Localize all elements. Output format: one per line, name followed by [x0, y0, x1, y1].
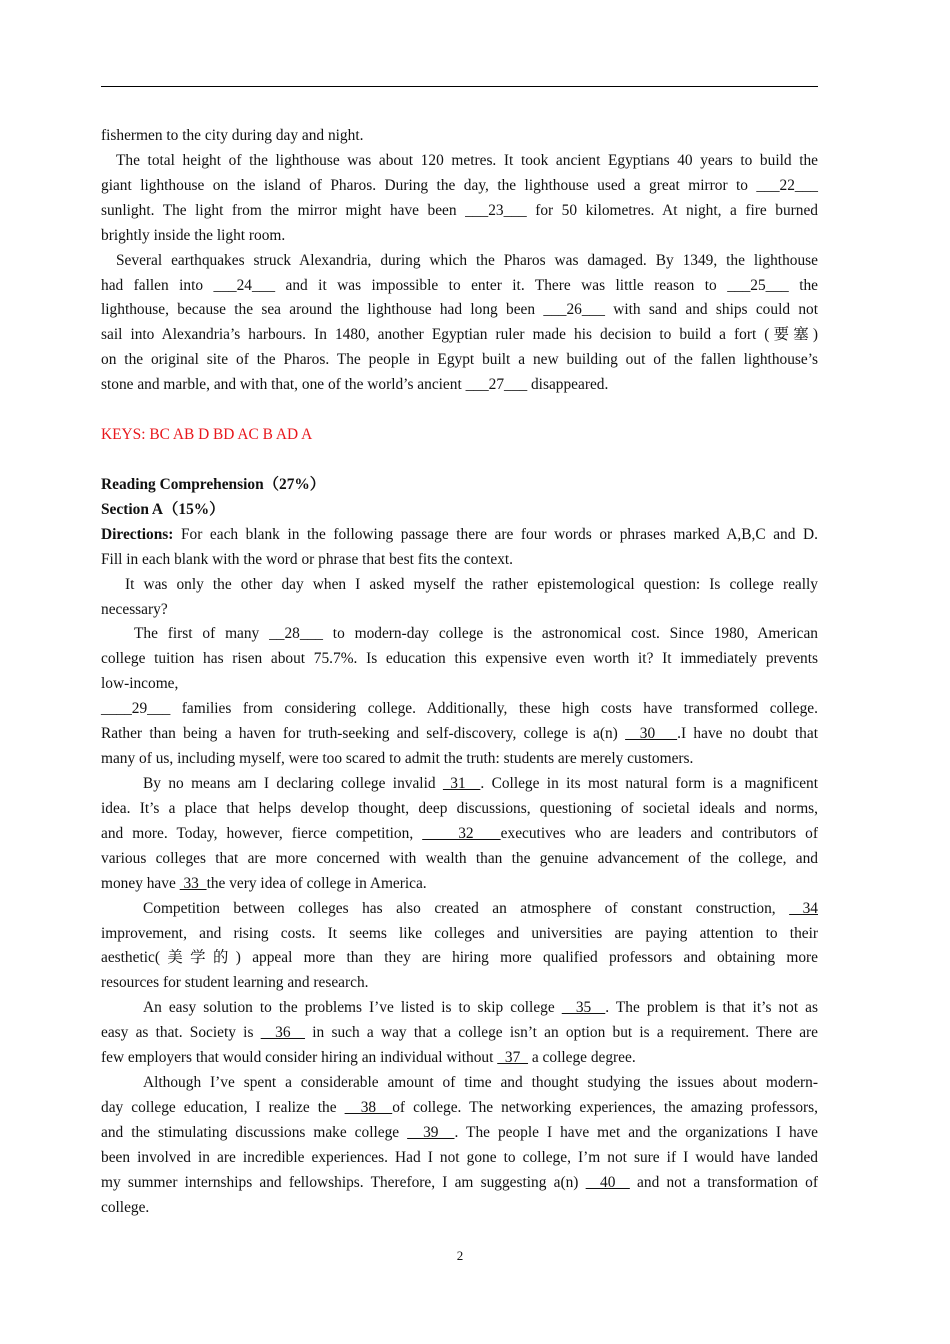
directions [101, 523, 818, 548]
text-line [101, 249, 818, 274]
text-segment: of college. The networking experiences, the amazing professors, [392, 1098, 819, 1116]
text-line [101, 224, 818, 249]
answer-blank: 33 [179, 874, 207, 892]
text-line [101, 647, 818, 672]
text-segment: sunlight. The light from the mirror might have been ___23___ for 50 kilometres. At night, a fire burned [101, 201, 818, 219]
text-line [101, 822, 818, 847]
text-segment: brightly inside the light room. [101, 226, 286, 244]
text-line [101, 772, 818, 797]
text-segment: An easy solution to the problems I’ve listed is to skip college [143, 999, 562, 1017]
page-number: 2 [456, 1248, 464, 1263]
text-segment: For each blank in the following passage there are four words or phrases marked A,B,C and D. [173, 525, 818, 543]
text-segment: and not a transformation of [629, 1173, 819, 1191]
text-line [101, 672, 818, 697]
text-segment: many of us, including myself, were too scared to admit the truth: students are merely customers. [101, 750, 694, 768]
text-segment: been involved in are incredible experiences. Had I not gone to college, I’m not sure if I would have landed [101, 1148, 818, 1166]
text-line [101, 323, 818, 348]
text-segment: a college degree. [528, 1049, 636, 1067]
answer-blank: 30 [625, 725, 678, 743]
text-segment: KEYS: BC AB D BD AC B AD A [101, 426, 313, 444]
text-line [101, 373, 818, 398]
text-segment: Section A（15%） [101, 500, 225, 518]
text-line [101, 1171, 818, 1196]
text-line [101, 573, 818, 598]
text-line [101, 199, 818, 224]
text-segment: Competition between colleges has also created an atmosphere of constant construction, [143, 899, 790, 917]
text-segment: few employers that would consider hiring an individual without [101, 1049, 498, 1067]
text-segment: ____29___ families from considering college. Additionally, these high costs have transformed college. [101, 700, 818, 718]
text-line [101, 174, 818, 199]
text-segment: resources for student learning and research. [101, 974, 369, 992]
text-line [101, 622, 818, 647]
text-line [101, 747, 818, 772]
blank-line [101, 398, 818, 423]
text-line [101, 124, 818, 149]
text-line [101, 897, 818, 922]
text-segment: and the stimulating discussions make college [101, 1123, 408, 1141]
text-segment: fishermen to the city during day and night. [101, 127, 364, 144]
text-segment: college. [101, 1198, 150, 1216]
text-line [101, 797, 818, 822]
text-line [101, 697, 818, 722]
text-segment: .I have no doubt that [677, 725, 818, 743]
text-segment: Although I’ve spent a considerable amount of time and thought studying the issues about modern- [143, 1074, 818, 1092]
text-segment: and more. Today, however, fierce competition, [101, 824, 423, 842]
text-segment: Rather than being a haven for truth-seeking and self-discovery, college is a(n) [101, 725, 626, 743]
answer-blank: 31 [442, 774, 481, 792]
text-line [101, 1046, 818, 1071]
text-segment: necessary? [101, 600, 168, 618]
text-segment: college tuition has risen about 75.7%. Is education this expensive even worth it? It immediately prevents [101, 650, 818, 668]
text-line [101, 722, 818, 747]
section-heading [101, 473, 818, 498]
answer-blank: 38 [344, 1098, 393, 1116]
text-line [101, 149, 818, 174]
blank-line [101, 448, 818, 473]
text-segment: sail into Alexandria’s harbours. In 1480, another Egyptian ruler made his decision to build a fort (要塞) [101, 326, 818, 344]
directions-label: Directions: [101, 525, 174, 543]
text-segment: had fallen into ___24___ and it was impossible to enter it. There was little reason to ___25___ the [101, 276, 818, 294]
answer-blank: 39 [407, 1123, 455, 1141]
text-segment: my summer internships and fellowships. Therefore, I am suggesting a(n) [101, 1173, 586, 1191]
text-segment: money have [101, 874, 180, 892]
text-segment: stone and marble, and with that, one of the world’s ancient ___27___ disappeared. [101, 376, 609, 394]
text-segment: in such a way that a college isn’t an option but is a requirement. There are [305, 1024, 819, 1042]
text-segment: improvement, and rising costs. It seems like colleges and universities are paying attention to their [101, 924, 818, 942]
answer-blank: 40 [585, 1173, 630, 1191]
text-line [101, 847, 818, 872]
text-segment: Several earthquakes struck Alexandria, during which the Pharos was damaged. By 1349, the lighthouse [116, 251, 818, 269]
subsection-heading [101, 498, 818, 523]
answer-blank: 37 [497, 1049, 529, 1067]
text-segment: day college education, I realize the [101, 1098, 345, 1116]
text-line [101, 922, 818, 947]
document-body [101, 124, 818, 1221]
text-line [101, 548, 818, 573]
text-segment: on the original site of the Pharos. The people in Egypt built a new building out of the fallen lighthouse’s [101, 351, 818, 369]
text-line [101, 598, 818, 623]
answer-blank: 36 [260, 1024, 306, 1042]
text-line [101, 1071, 818, 1096]
text-line [101, 274, 818, 299]
text-segment: It was only the other day when I asked myself the rather epistemological question: Is college really [125, 575, 818, 593]
text-segment: Reading Comprehension（27%） [101, 475, 326, 493]
text-line [101, 1121, 818, 1146]
text-line [101, 971, 818, 996]
answer-keys [101, 423, 818, 448]
text-line [101, 946, 818, 971]
text-segment: aesthetic(美学的) appeal more than they are hiring more qualified professors and obtaining more [101, 949, 818, 967]
text-segment: giant lighthouse on the island of Pharos. During the day, the lighthouse used a great mirror to ___22___ [101, 176, 818, 194]
text-segment: various colleges that are more concerned with wealth than the genuine advancement of the college, and [101, 849, 818, 867]
answer-blank: 32 [422, 824, 501, 842]
text-segment: The total height of the lighthouse was about 120 metres. It took ancient Egyptians 40 years to build the [116, 151, 818, 169]
text-segment: . College in its most natural form is a magnificent [480, 774, 818, 792]
text-line [101, 1146, 818, 1171]
text-segment: easy as that. Society is [101, 1024, 261, 1042]
text-line [101, 1021, 818, 1046]
text-line [101, 872, 818, 897]
answer-blank: 34 [789, 899, 818, 917]
text-line [101, 1196, 818, 1221]
text-line [101, 1096, 818, 1121]
header-rule [101, 86, 818, 87]
text-segment: By no means am I declaring college invalid [143, 774, 443, 792]
text-segment: lighthouse, because the sea around the lighthouse had long been ___26___ with sand and ships could not [101, 301, 818, 319]
text-line [101, 348, 818, 373]
text-segment: executives who are leaders and contributors of [500, 824, 818, 842]
text-segment: low-income, [101, 675, 179, 693]
text-segment: . The people I have met and the organizations I have [454, 1123, 819, 1141]
text-segment: . The problem is that it’s not as [605, 999, 819, 1017]
text-segment: Fill in each blank with the word or phrase that best fits the context. [101, 550, 514, 568]
text-line [101, 298, 818, 323]
text-segment: The first of many __28___ to modern-day college is the astronomical cost. Since 1980, American [134, 625, 818, 643]
text-segment: idea. It’s a place that helps develop thought, deep discussions, questioning of societal ideals and norms, [101, 799, 818, 817]
answer-blank: 35 [561, 999, 606, 1017]
text-segment: the very idea of college in America. [206, 874, 427, 892]
text-line [101, 996, 818, 1021]
